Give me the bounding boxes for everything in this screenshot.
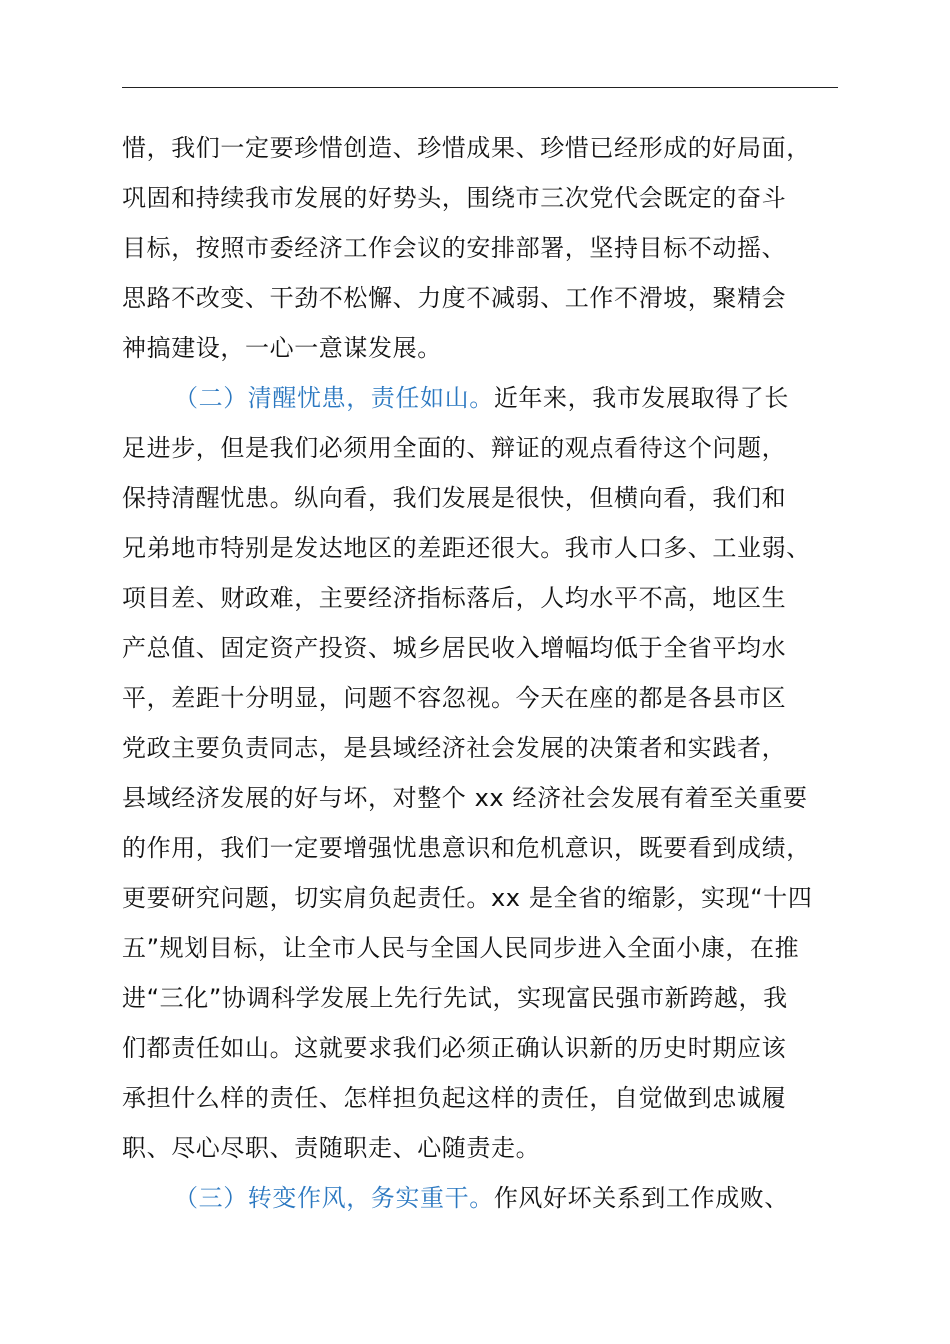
text-line: 足进步，但是我们必须用全面的、辩证的观点看待这个问题， [122, 434, 787, 462]
text-line: 进“三化”协调科学发展上先行先试，实现富民强市新跨越，我 [122, 984, 788, 1012]
text-line: 思路不改变、干劲不松懈、力度不减弱、工作不滑坡，聚精会 [122, 284, 787, 312]
text-line: 县域经济发展的好与坏，对整个 xx 经济社会发展有着至关重要 [122, 784, 808, 812]
section-2-first-line [122, 373, 862, 423]
text-line: 的作用，我们一定要增强忧患意识和危机意识，既要看到成绩， [122, 834, 811, 862]
text-line: 项目差、财政难，主要经济指标落后，人均水平不高，地区生 [122, 584, 787, 612]
text-line: 产总值、固定资产投资、城乡居民收入增幅均低于全省平均水 [122, 634, 787, 662]
text-line: 兄弟地市特别是发达地区的差距还很大。我市人口多、工业弱、 [122, 534, 811, 562]
paragraph-1 [122, 123, 862, 373]
document-body [122, 123, 862, 1223]
section-2-heading: （二）清醒忧患，责任如山。 [174, 384, 494, 412]
text-line: 惜，我们一定要珍惜创造、珍惜成果、珍惜已经形成的好局面， [122, 134, 811, 162]
section-3-heading: （三）转变作风，务实重干。 [174, 1184, 494, 1212]
text-line: 职、尽心尽职、责随职走、心随责走。 [122, 1134, 541, 1162]
section-2-first-line-text: 近年来，我市发展取得了长 [493, 384, 790, 412]
text-line: 巩固和持续我市发展的好势头，围绕市三次党代会既定的奋斗 [122, 184, 787, 212]
text-line: 保持清醒忧患。纵向看，我们发展是很快，但横向看，我们和 [122, 484, 787, 512]
section-3-first-line-text: 作风好坏关系到工作成败、 [493, 1184, 790, 1212]
text-line: 平，差距十分明显，问题不容忽视。今天在座的都是各县市区 [122, 684, 787, 712]
section-3-first-line [122, 1173, 862, 1223]
section-3-paragraph [122, 1173, 862, 1223]
text-line: 们都责任如山。这就要求我们必须正确认识新的历史时期应该 [122, 1034, 787, 1062]
text-line: 党政主要负责同志，是县域经济社会发展的决策者和实践者， [122, 734, 787, 762]
text-line: 目标，按照市委经济工作会议的安排部署，坚持目标不动摇、 [122, 234, 787, 262]
header-rule [122, 87, 838, 88]
text-line: 五”规划目标，让全市人民与全国人民同步进入全面小康，在推 [122, 934, 800, 962]
text-line: 更要研究问题，切实肩负起责任。xx 是全省的缩影，实现“十四 [122, 884, 813, 912]
section-2-paragraph [122, 373, 862, 1173]
text-line: 神搞建设，一心一意谋发展。 [122, 334, 442, 362]
text-line: 承担什么样的责任、怎样担负起这样的责任，自觉做到忠诚履 [122, 1084, 787, 1112]
